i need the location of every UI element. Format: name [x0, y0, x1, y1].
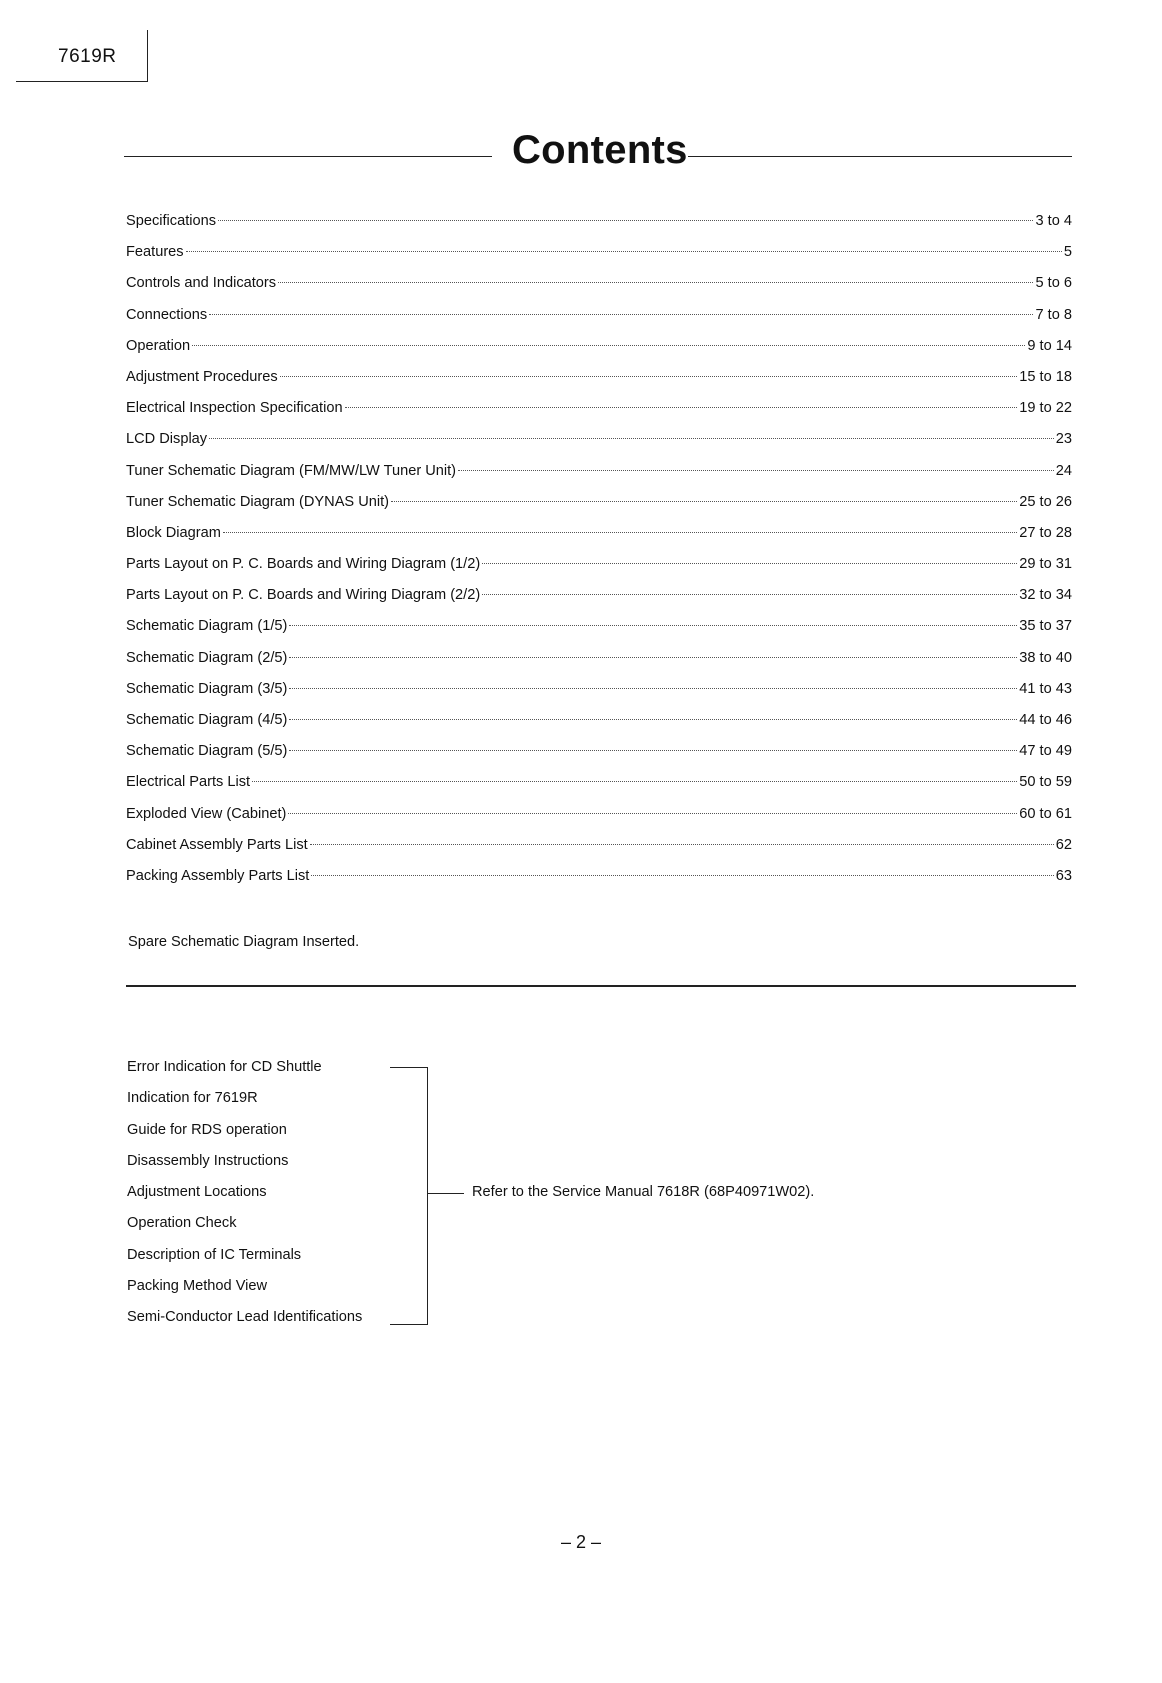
toc-entry-label: Schematic Diagram (4/5) [126, 712, 288, 728]
spare-diagram-note: Spare Schematic Diagram Inserted. [128, 934, 360, 950]
toc-entry-label: Adjustment Procedures [126, 368, 278, 385]
toc-entry-pages: 27 to 28 [1019, 524, 1072, 541]
toc-entry [126, 494, 1072, 525]
toc-entry [126, 369, 1072, 400]
reference-item: Packing Method View [127, 1278, 268, 1295]
toc-entry-pages: 38 to 40 [1019, 649, 1072, 666]
toc-entry-pages: 3 to 4 [1035, 213, 1072, 229]
toc-entry-label: Specifications [126, 213, 217, 229]
toc-dot-leader [289, 719, 1017, 720]
reference-list [127, 1059, 362, 1341]
toc-dot-leader [209, 438, 1054, 439]
page-number: – 2 – [560, 1532, 602, 1552]
toc-entry [126, 338, 1072, 369]
toc-entry-label: LCD Display [126, 431, 208, 448]
toc-dot-leader [218, 220, 1033, 221]
toc-entry-pages: 15 to 18 [1019, 368, 1072, 385]
toc-dot-leader [289, 657, 1017, 658]
toc-entry-pages: 24 [1055, 462, 1072, 479]
toc-entry-pages: 62 [1055, 836, 1072, 853]
toc-entry-label: Schematic Diagram (3/5) [126, 680, 288, 697]
toc-entry-label: Schematic Diagram (5/5) [126, 743, 288, 760]
toc-entry-label: Exploded View (Cabinet) [126, 805, 287, 822]
toc-entry [126, 743, 1072, 774]
model-box-horizontal-rule [16, 81, 148, 82]
toc-entry [126, 681, 1072, 712]
toc-dot-leader [391, 501, 1017, 502]
toc-entry [126, 556, 1072, 587]
toc-entry [126, 806, 1072, 837]
toc-dot-leader [288, 813, 1017, 814]
toc-entry-pages: 32 to 34 [1019, 587, 1072, 604]
toc-entry-pages: 60 to 61 [1019, 805, 1072, 822]
bracket-pointer-rule [428, 1193, 464, 1194]
toc-entry-label: Cabinet Assembly Parts List [126, 836, 308, 853]
toc-entry-label: Electrical Parts List [126, 774, 251, 791]
table-of-contents [126, 213, 1072, 899]
model-box-vertical-rule [147, 30, 148, 82]
service-manual-reference: Refer to the Service Manual 7618R (68P40971W02). [472, 1184, 815, 1200]
toc-entry [126, 618, 1072, 649]
toc-entry-pages: 23 [1055, 431, 1072, 448]
toc-dot-leader [209, 314, 1033, 315]
reference-item: Description of IC Terminals [127, 1246, 302, 1263]
toc-dot-leader [278, 282, 1033, 283]
toc-dot-leader [280, 376, 1018, 377]
toc-entry-label: Schematic Diagram (1/5) [126, 618, 288, 635]
toc-dot-leader [192, 345, 1025, 346]
toc-entry-pages: 41 to 43 [1019, 680, 1072, 697]
toc-entry-pages: 25 to 26 [1019, 493, 1072, 510]
toc-entry-label: Block Diagram [126, 524, 221, 541]
toc-entry [126, 525, 1072, 556]
toc-dot-leader [482, 594, 1017, 595]
toc-dot-leader [458, 470, 1054, 471]
model-box [16, 30, 148, 82]
toc-entry-pages: 5 to 6 [1035, 275, 1072, 292]
reference-item: Indication for 7619R [127, 1090, 258, 1107]
section-divider [126, 985, 1076, 987]
toc-entry [126, 837, 1072, 868]
toc-entry [126, 213, 1072, 244]
toc-entry-pages: 9 to 14 [1027, 337, 1072, 354]
toc-dot-leader [223, 532, 1017, 533]
title-rule-left [124, 156, 492, 157]
reference-item: Guide for RDS operation [127, 1121, 287, 1138]
reference-item: Disassembly Instructions [127, 1152, 289, 1169]
toc-entry-label: Features [126, 244, 184, 261]
toc-entry-label: Tuner Schematic Diagram (FM/MW/LW Tuner Unit) [126, 462, 457, 479]
reference-item: Semi-Conductor Lead Identifications [127, 1309, 363, 1326]
toc-dot-leader [289, 750, 1017, 751]
toc-dot-leader [186, 251, 1062, 252]
toc-dot-leader [289, 625, 1017, 626]
toc-entry-pages: 44 to 46 [1019, 712, 1072, 728]
bracket-bottom-rule [390, 1324, 428, 1325]
toc-entry-pages: 63 [1055, 867, 1072, 884]
toc-entry-pages: 29 to 31 [1019, 556, 1072, 573]
toc-entry-label: Connections [126, 306, 208, 323]
model-number: 7619R [58, 46, 117, 67]
bracket-top-rule [390, 1067, 428, 1068]
toc-dot-leader [289, 688, 1017, 689]
toc-entry [126, 650, 1072, 681]
toc-entry [126, 774, 1072, 805]
toc-entry-label: Controls and Indicators [126, 275, 277, 292]
title-rule-right [688, 156, 1072, 157]
toc-entry-label: Parts Layout on P. C. Boards and Wiring Diagram (1/2) [126, 556, 481, 573]
toc-entry [126, 868, 1072, 899]
toc-entry [126, 275, 1072, 306]
toc-entry-label: Operation [126, 337, 191, 354]
toc-entry [126, 587, 1072, 618]
toc-entry [126, 463, 1072, 494]
toc-entry [126, 307, 1072, 338]
toc-entry-pages: 50 to 59 [1019, 774, 1072, 791]
toc-entry-pages: 35 to 37 [1019, 618, 1072, 635]
toc-entry-label: Packing Assembly Parts List [126, 867, 310, 884]
toc-entry-pages: 7 to 8 [1035, 306, 1072, 323]
toc-entry [126, 244, 1072, 275]
toc-entry-pages: 19 to 22 [1019, 400, 1072, 417]
toc-dot-leader [311, 875, 1053, 876]
bracket-vertical-rule [427, 1067, 428, 1325]
reference-item: Error Indication for CD Shuttle [127, 1059, 322, 1075]
toc-entry [126, 400, 1072, 431]
page-title: Contents [512, 128, 688, 172]
toc-entry-label: Schematic Diagram (2/5) [126, 649, 288, 666]
reference-item: Adjustment Locations [127, 1184, 267, 1201]
reference-item: Operation Check [127, 1215, 237, 1232]
toc-entry-pages: 5 [1063, 244, 1072, 261]
toc-dot-leader [252, 781, 1017, 782]
title-row [124, 128, 1072, 182]
toc-entry-label: Tuner Schematic Diagram (DYNAS Unit) [126, 493, 390, 510]
toc-entry [126, 712, 1072, 743]
toc-dot-leader [482, 563, 1017, 564]
toc-entry-label: Electrical Inspection Specification [126, 400, 343, 417]
toc-dot-leader [310, 844, 1054, 845]
toc-entry [126, 431, 1072, 462]
toc-dot-leader [345, 407, 1018, 408]
toc-entry-label: Parts Layout on P. C. Boards and Wiring Diagram (2/2) [126, 587, 481, 604]
toc-entry-pages: 47 to 49 [1019, 743, 1072, 760]
